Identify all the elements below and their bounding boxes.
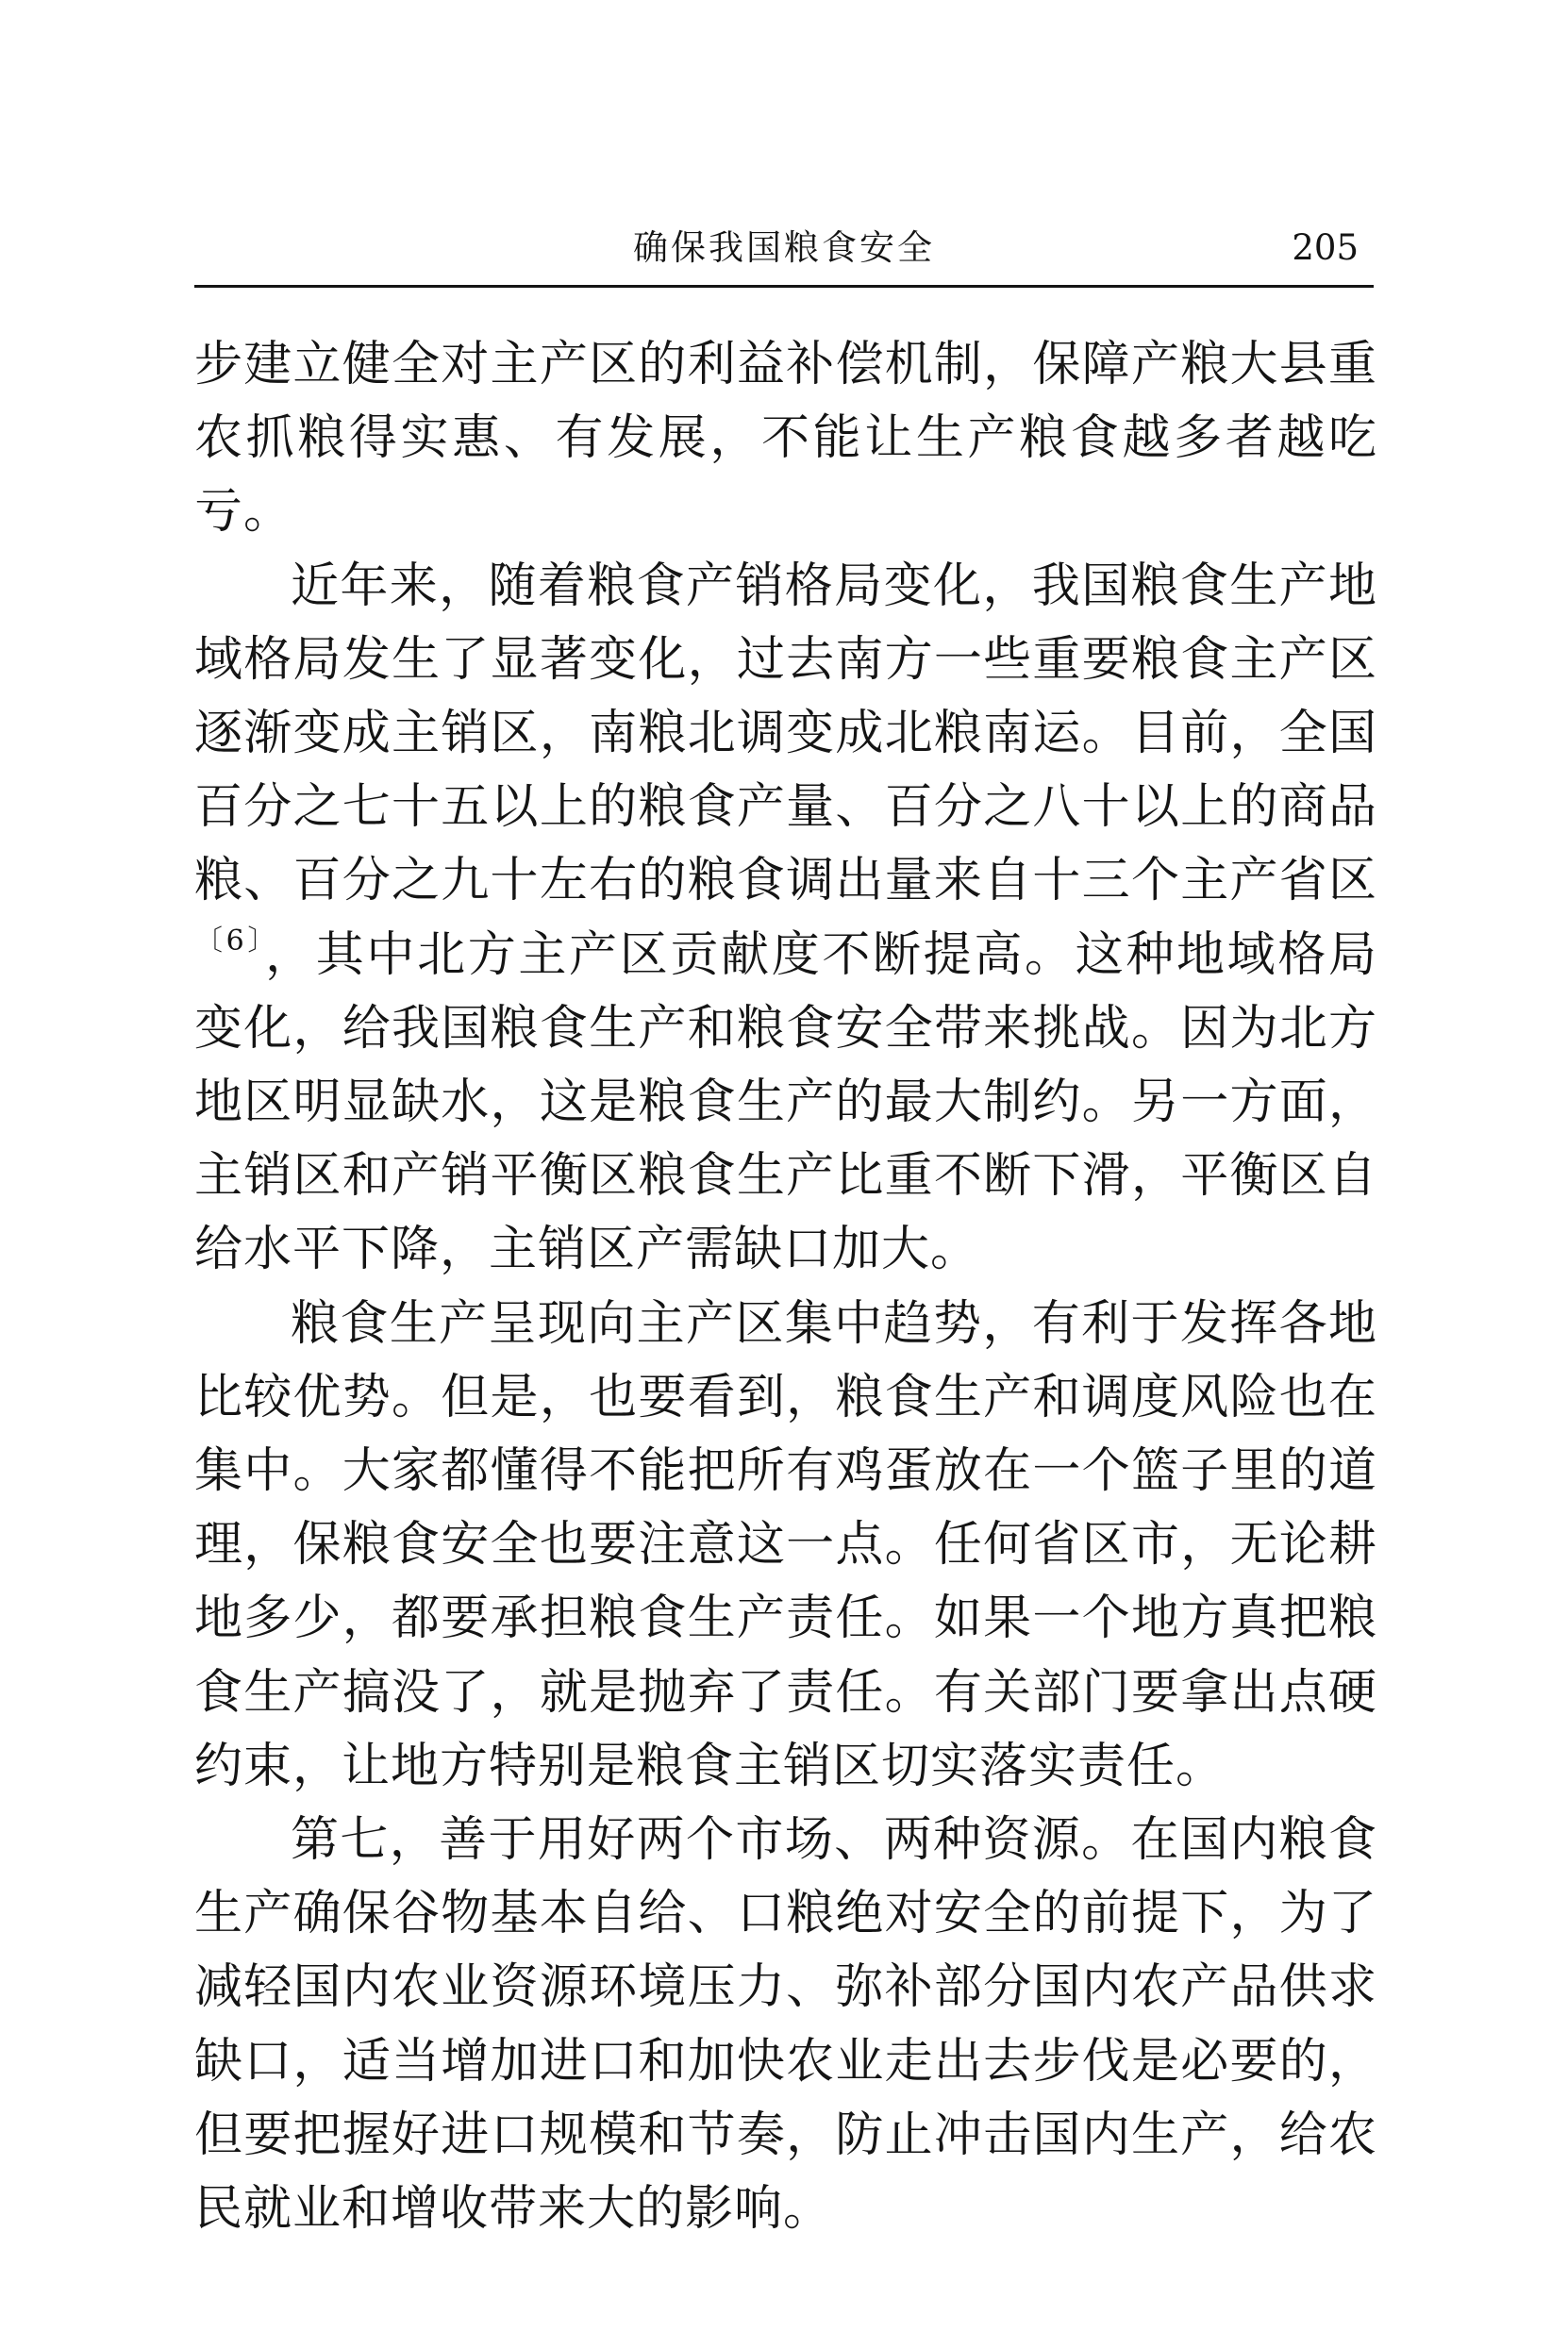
header-rule: [194, 285, 1374, 288]
footnote-ref-6: 〔6〕: [194, 924, 266, 958]
paragraph-3: 粮食生产呈现向主产区集中趋势，有利于发挥各地比较优势。但是，也要看到，粮食生产和调度风险也在集中。大家都懂得不能把所有鸡蛋放在一个篮子里的道理，保粮食安全也要注意这一点。任何省区市，无论耕地多少，都要承担粮食生产责任。如果一个地方真把粮食生产搞没了，就是抛弃了责任。有关部门要拿出点硬约束，让地方特别是粮食主销区切实落实责任。: [194, 1295, 1377, 1794]
paragraph-2-text-before-ref: 近年来，随着粮食产销格局变化，我国粮食生产地域格局发生了显著变化，过去南方一些重要粮食主产区逐渐变成主销区，南粮北调变成北粮南运。目前，全国百分之七十五以上的粮食产量、百分之八十以上的商品粮、百分之九十左右的粮食调出量来自十三个主产省区: [194, 558, 1377, 909]
page-number: 205: [1292, 227, 1359, 268]
paragraph-1: 步建立健全对主产区的利益补偿机制，保障产粮大县重农抓粮得实惠、有发展，不能让生产粮食越多者越吃亏。: [194, 337, 1377, 541]
paragraph-4: 第七，善于用好两个市场、两种资源。在国内粮食生产确保谷物基本自给、口粮绝对安全的前提下，为了减轻国内农业资源环境压力、弥补部分国内农产品供求缺口，适当增加进口和加快农业走出去步伐是必要的，但要把握好进口规模和节奏，防止冲击国内生产，给农民就业和增收带来大的影响。: [194, 1812, 1377, 2238]
header-title: 确保我国粮食安全: [633, 227, 935, 268]
paragraph-2: [194, 550, 1377, 1288]
running-header: [194, 225, 1374, 281]
body-text: [194, 328, 1377, 2246]
paragraph-2-text-after-ref: ，其中北方主产区贡献度不断提高。这种地域格局变化，给我国粮食生产和粮食安全带来挑战。因为北方地区明显缺水，这是粮食生产的最大制约。另一方面，主销区和产销平衡区粮食生产比重不断下滑，平衡区自给水平下降，主销区产需缺口加大。: [194, 926, 1377, 1278]
